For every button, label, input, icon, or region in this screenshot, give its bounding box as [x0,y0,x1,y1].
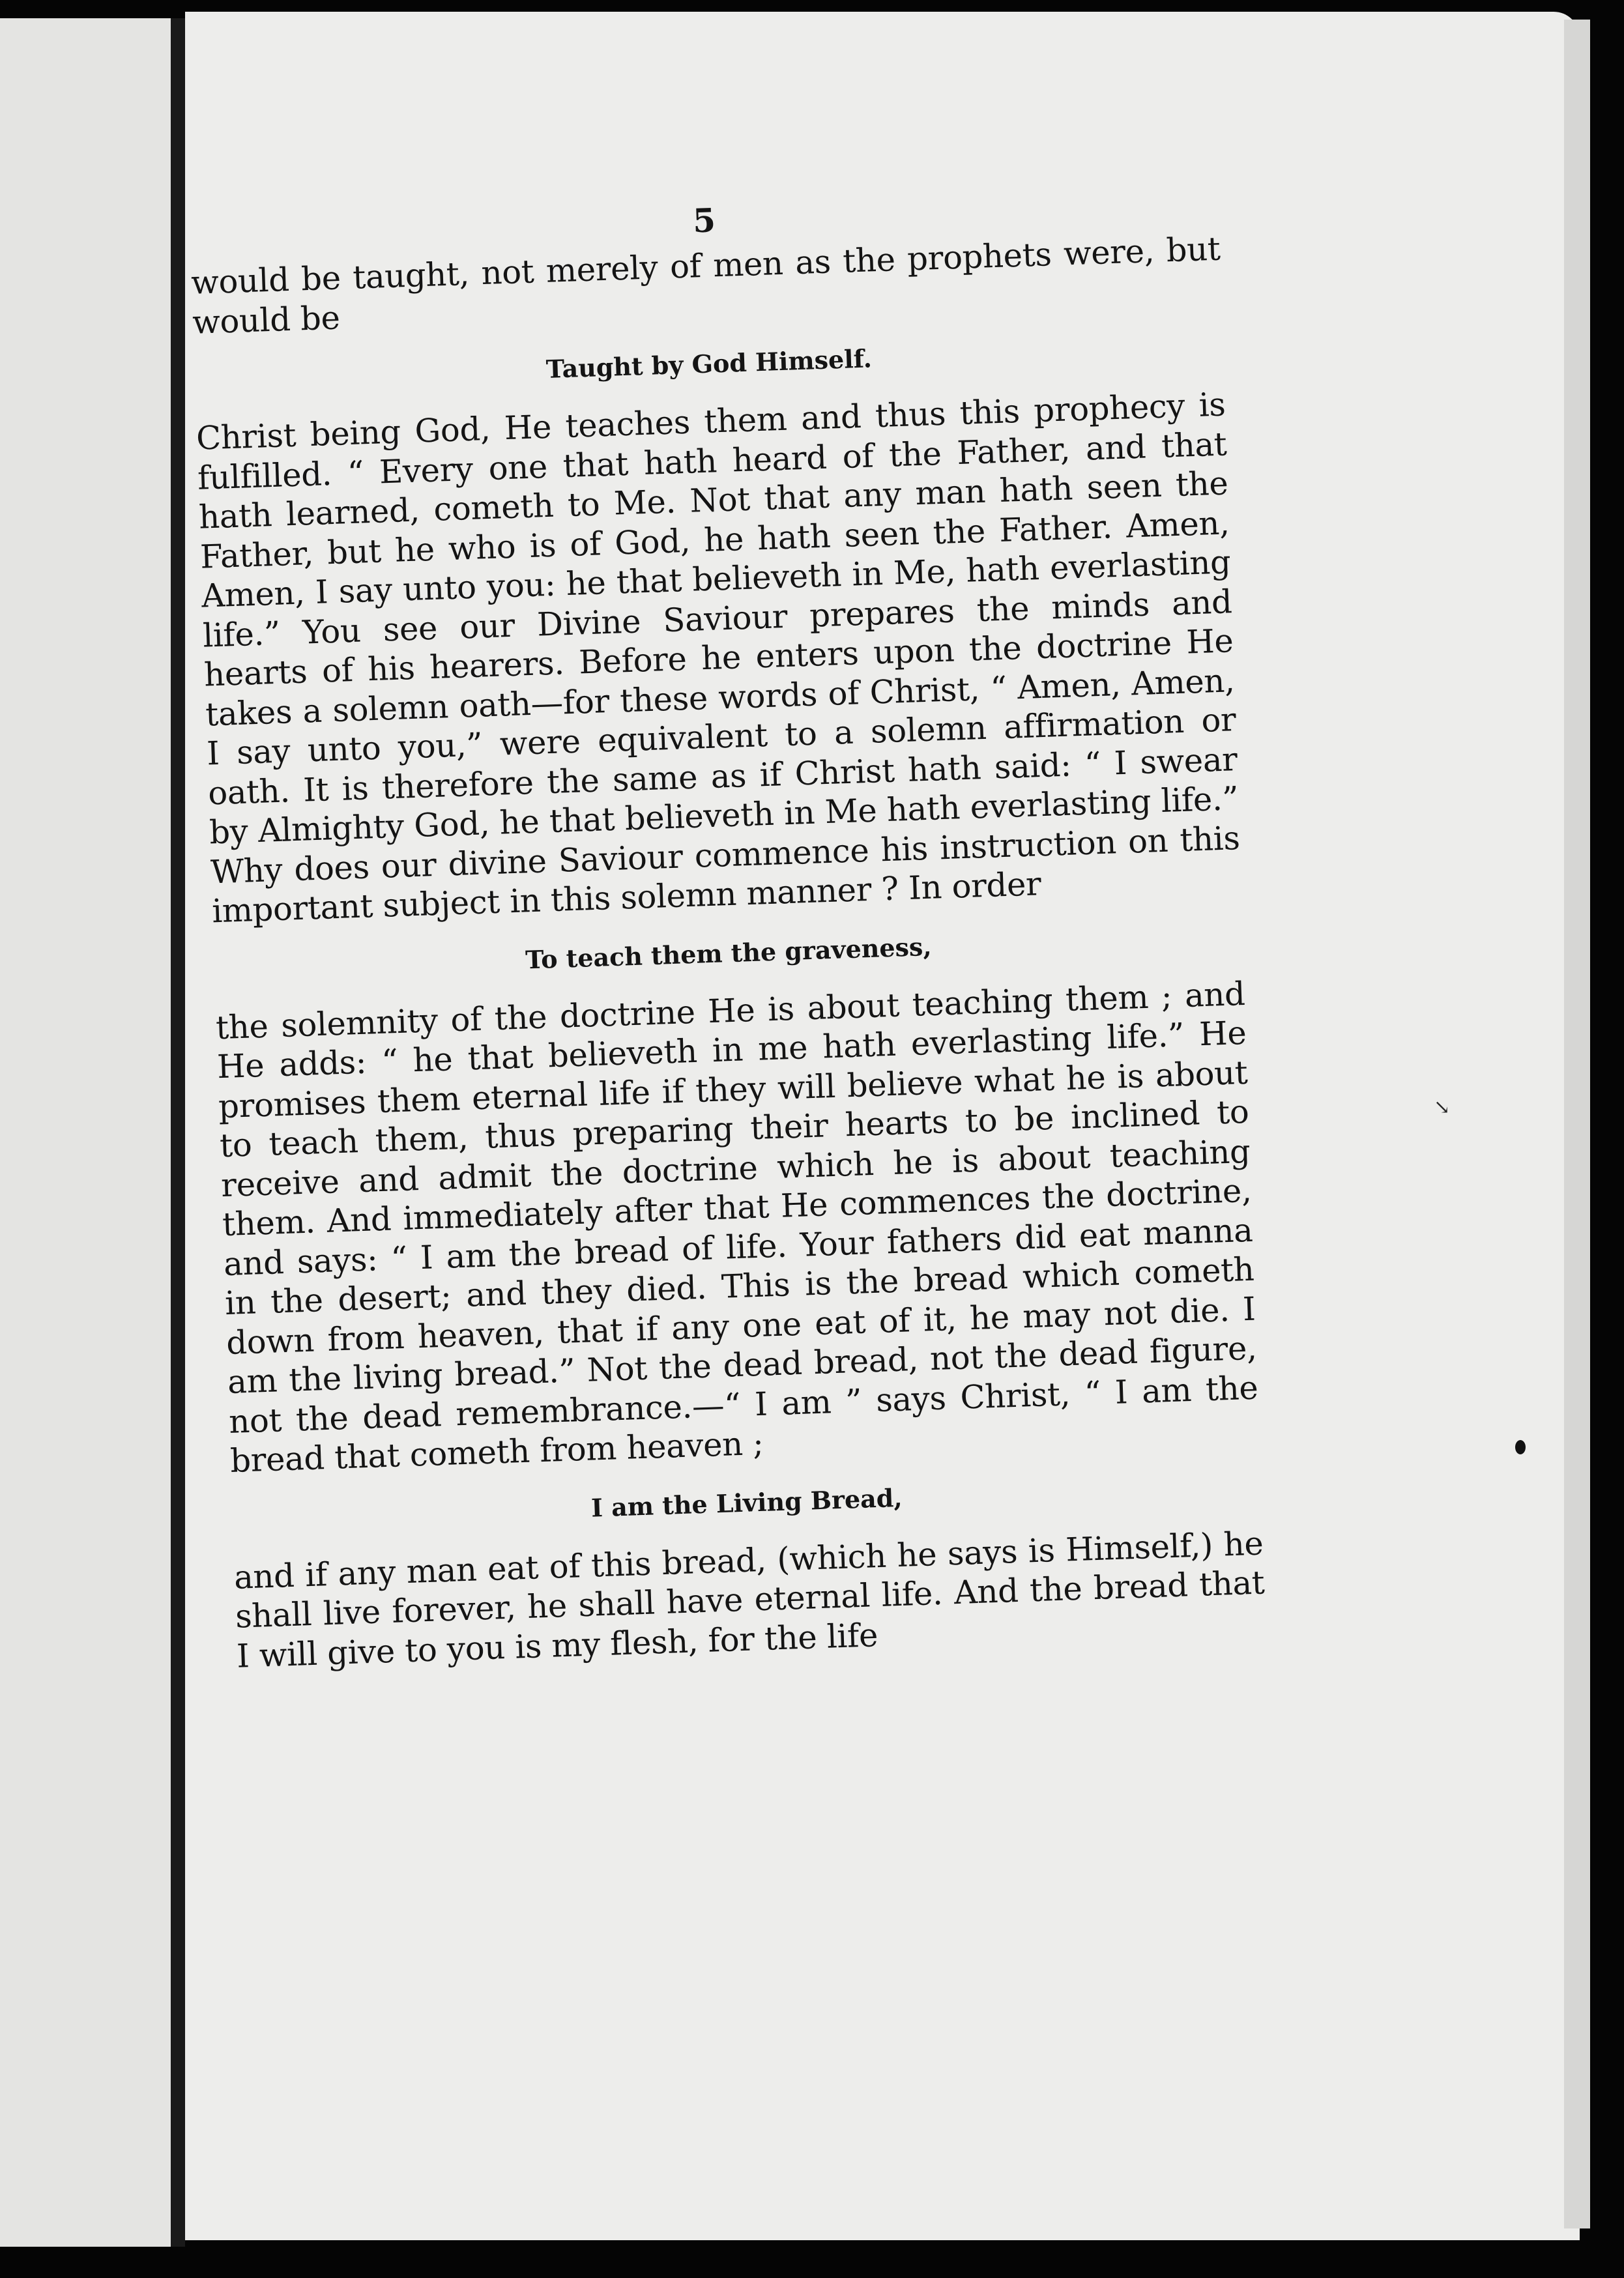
ink-spot [1515,1440,1526,1454]
section-heading-2: To teach them the graveness, [525,931,933,974]
page-edge-shadow [1564,20,1590,2228]
facing-page [0,18,171,2247]
section-heading-3: I am the Living Bread, [590,1482,903,1523]
paragraph-1: would be taught, not merely of men as the prophets were, but would be [190,229,1221,341]
section-heading-1: Taught by God Himself. [545,343,873,384]
paragraph-3: the solemnity of the doctrine He is about teaching them ; and He adds: “ he that believeth in me hath everlasting life.” He promises them eternal life if they will believe what he is about to teach them, thus preparing their hearts to be inclined to receive and admit the doctrine which he is about teaching them. And immediately after that He commences the doctrine, and says: “ I am the bread of life. Your fathers did eat manna in the desert; and they died. This is the bread which cometh down from heaven, that if any one eat of it, he may not die. I am the living bread.” Not the dead bread, not the dead figure, not the dead remembrance.—“ I am ” says Christ, “ I am the bread that cometh from heaven ; [215,974,1259,1480]
paragraph-2: Christ being God, He teaches them and thus this prophecy is fulfilled. “ Every one that hath heard of the Father, and that hath learned, cometh to Me. Not that any man hath seen the Father, but he who is of God, he hath seen the Father. Amen, Amen, I say unto you: he that believeth in Me, hath everlasting life.” You see our Divine Saviour prepares the minds and hearts of his hearers. Before he enters upon the doctrine He takes a solemn oath—for these words of Christ, “ Amen, Amen, I say unto you,” were equivalent to a solemn affirmation or oath. It is therefore the same as if Christ hath said: “ I swear by Almighty God, he that believeth in Me hath everlasting life.” Why does our divine Saviour commence his instruction on this important subject in this solemn manner ? In order [196,385,1241,930]
paragraph-4: and if any man eat of this bread, (which he says is Himself,) he shall live forever, he shall have eternal life. And the bread that I will give to you is my flesh, for the life [233,1523,1266,1675]
stray-mark-icon: ↘ [1434,1096,1451,1119]
book-gutter [171,18,185,2247]
page-text-block [189,184,1266,1676]
page-number: 5 [692,201,716,240]
